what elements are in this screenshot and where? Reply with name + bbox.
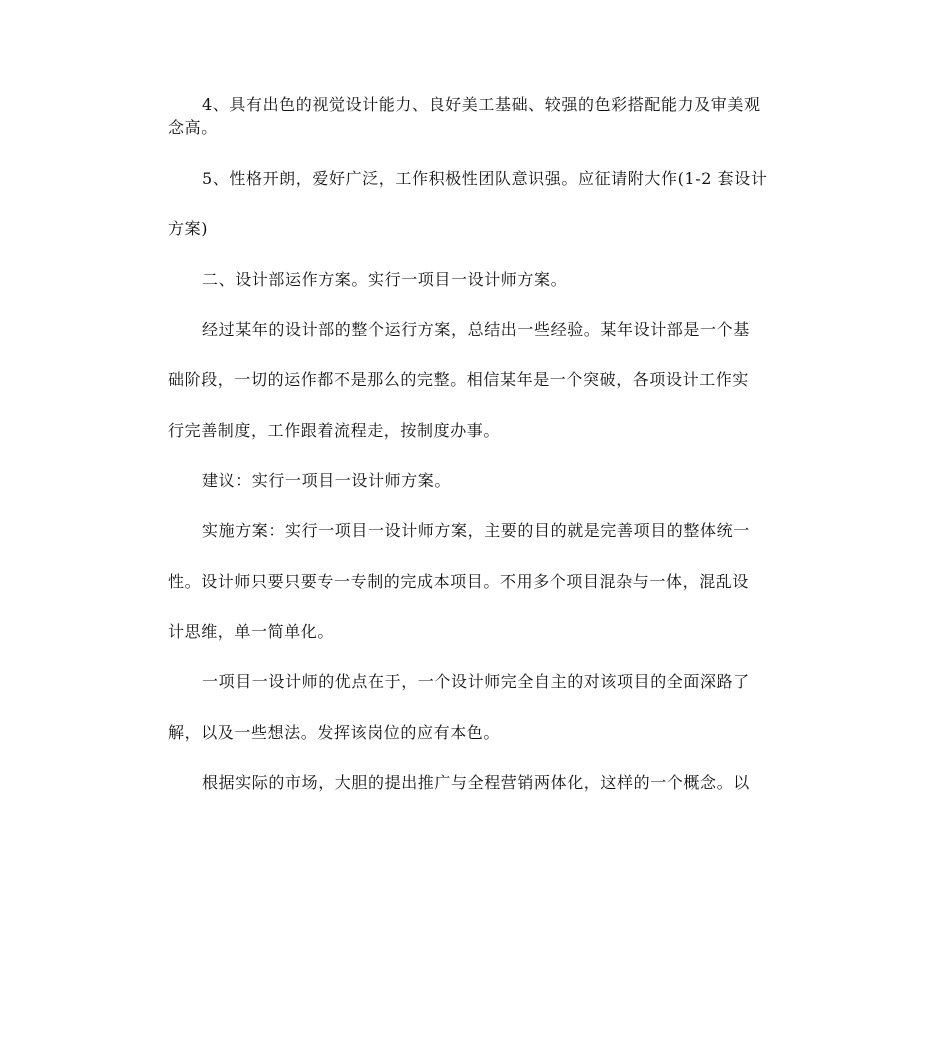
paragraph-line: 一项目一设计师的优点在于，一个设计师完全自主的对该项目的全面深路了 (202, 672, 750, 691)
paragraph-line: 经过某年的设计部的整个运行方案，总结出一些经验。某年设计部是一个基 (202, 320, 750, 339)
paragraph-line: 5、性格开朗，爱好广泛，工作积极性团队意识强。应征请附大作(1-2 套设计 (202, 169, 768, 188)
paragraph-line: 础阶段，一切的运作都不是那么的完整。相信某年是一个突破，各项设计工作实 (168, 370, 750, 389)
paragraph-line: 建议：实行一项目一设计师方案。 (202, 471, 452, 490)
paragraph-line: 计思维，单一简单化。 (168, 622, 335, 641)
paragraph-line: 二、设计部运作方案。实行一项目一设计师方案。 (202, 270, 568, 289)
paragraph-line: 实施方案：实行一项目一设计师方案，主要的目的就是完善项目的整体统一 (202, 521, 750, 540)
paragraph-line: 根据实际的市场，大胆的提出推广与全程营销两体化，这样的一个概念。以 (202, 773, 750, 792)
paragraph-line: 念高。 (168, 118, 218, 137)
paragraph-line: 解，以及一些想法。发挥该岗位的应有本色。 (168, 723, 501, 742)
paragraph-line: 4、具有出色的视觉设计能力、良好美工基础、较强的色彩搭配能力及审美观 (202, 95, 761, 114)
paragraph-line: 方案) (168, 219, 209, 238)
paragraph-line: 行完善制度，工作跟着流程走，按制度办事。 (168, 421, 501, 440)
paragraph-line: 性。设计师只要只要专一专制的完成本项目。不用多个项目混杂与一体，混乱设 (168, 572, 750, 591)
